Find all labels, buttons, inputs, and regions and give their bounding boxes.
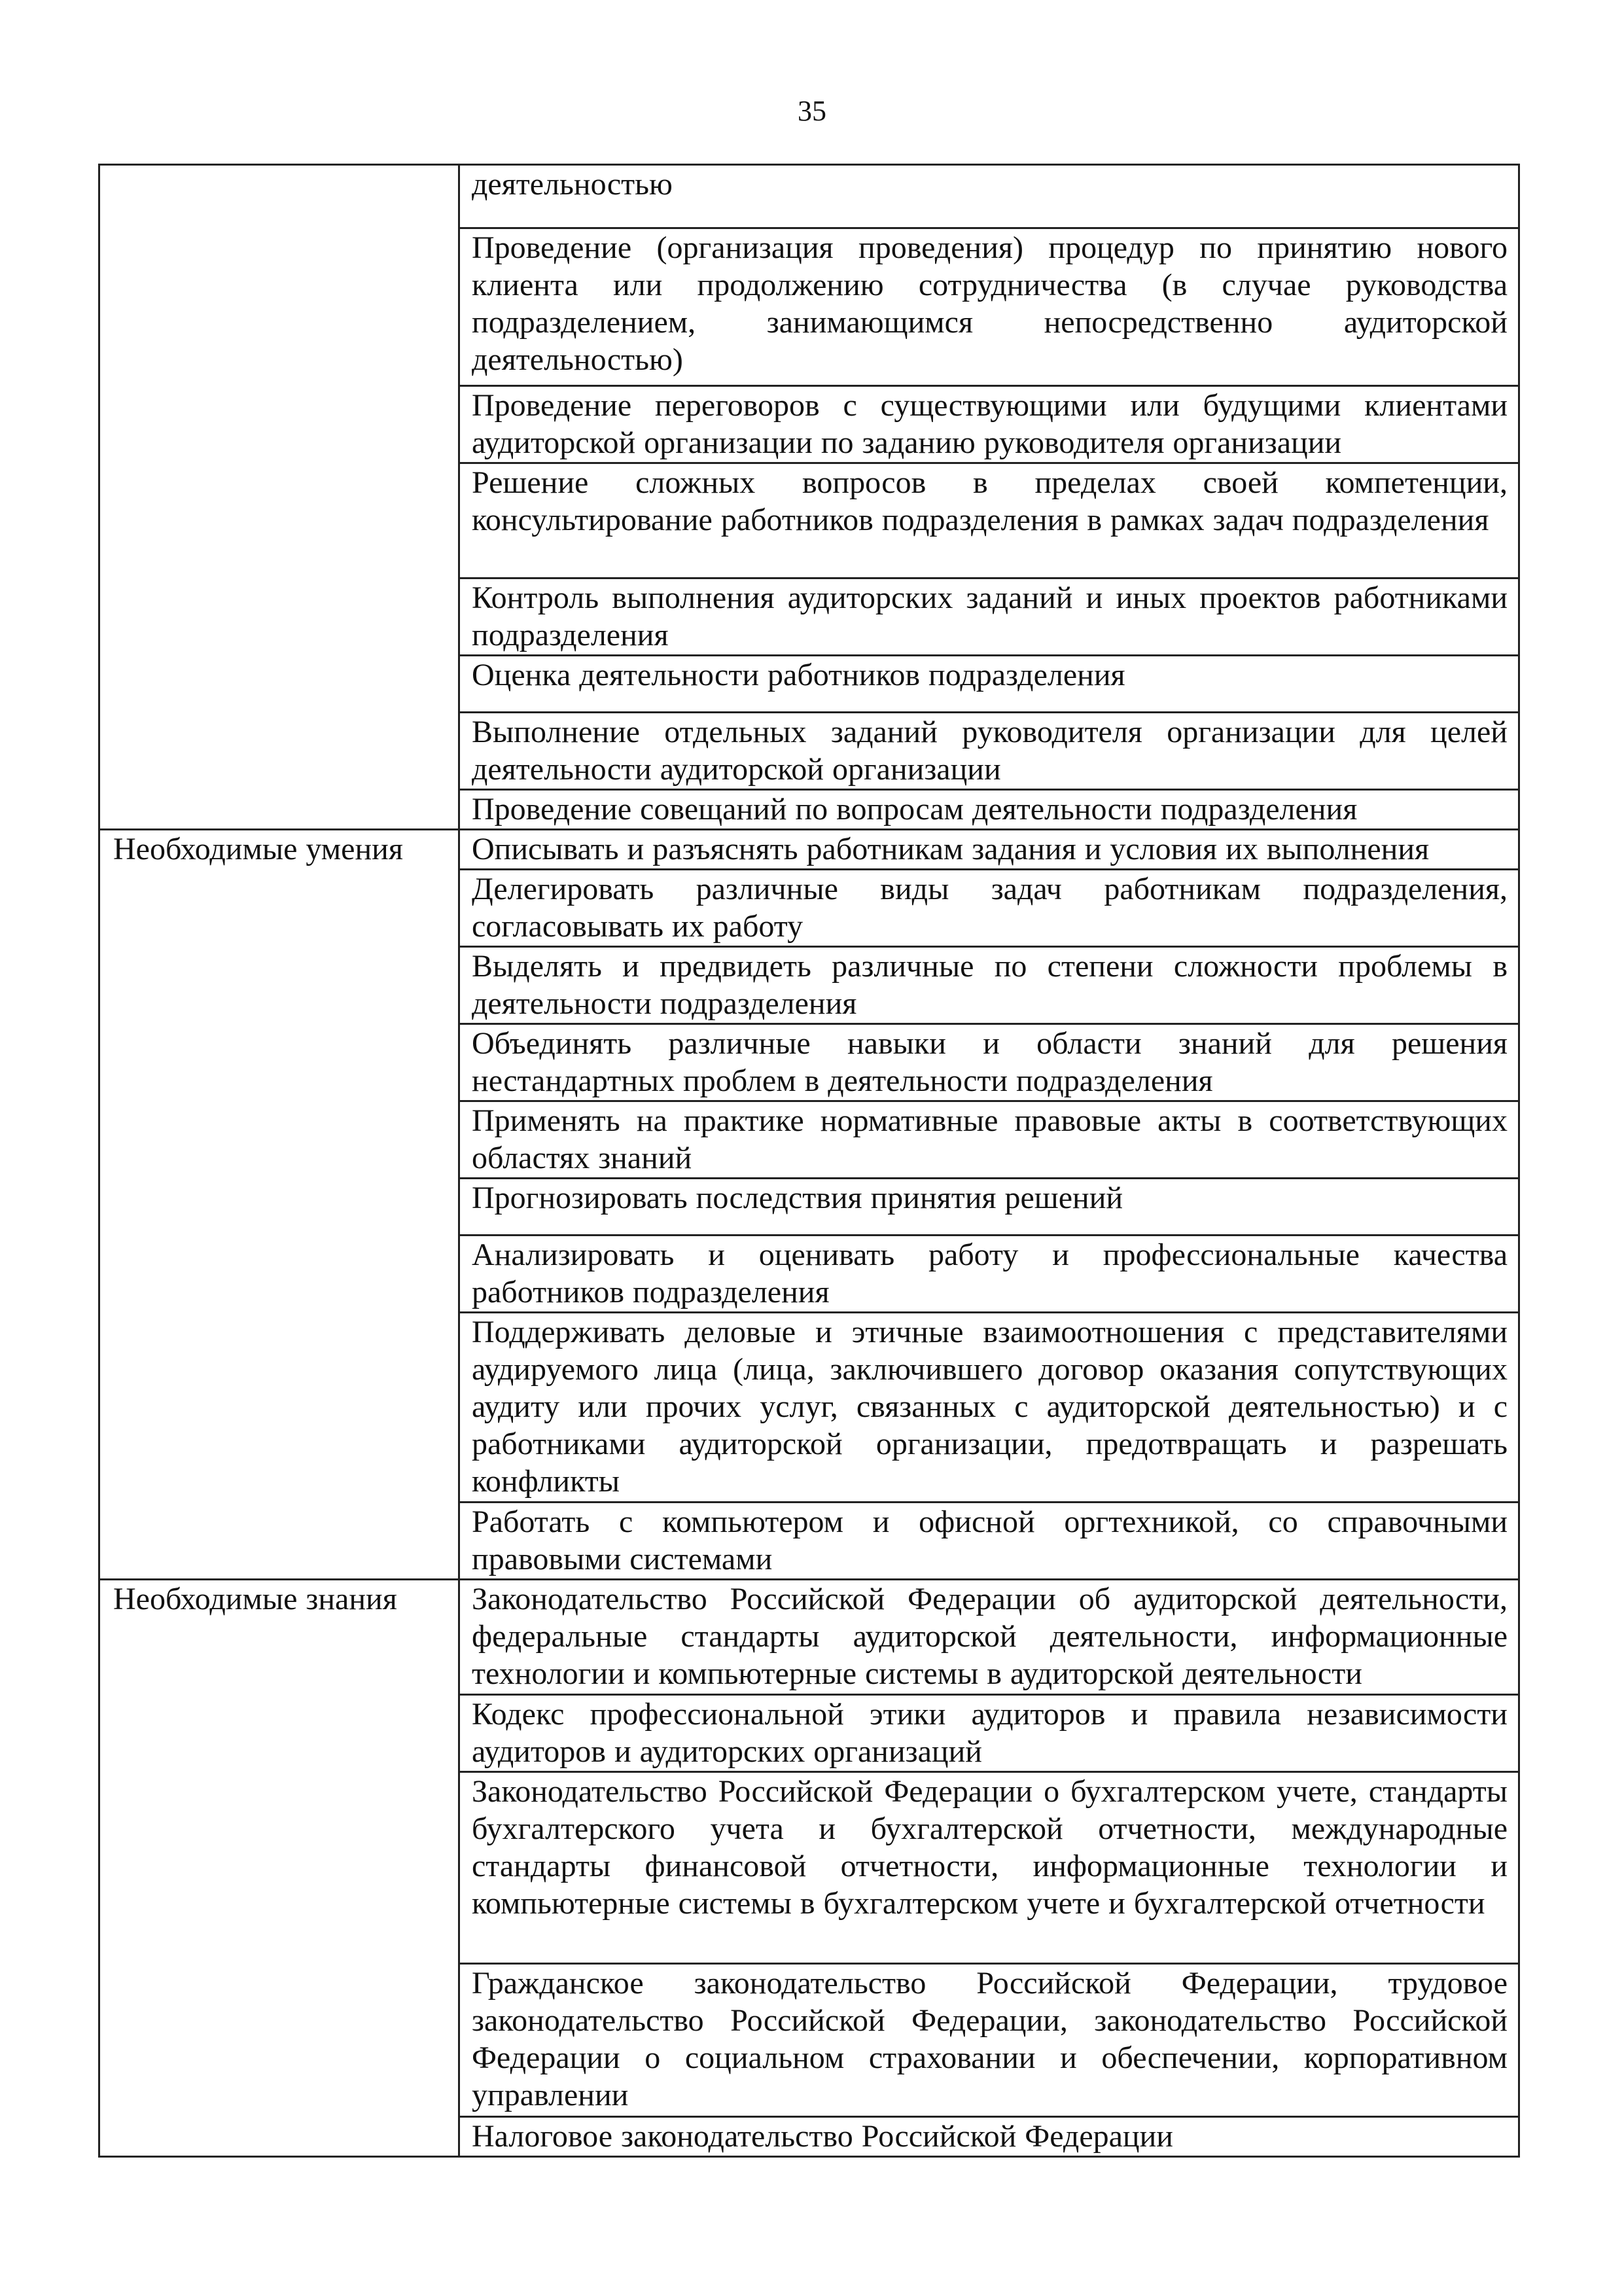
table-cell: Контроль выполнения аудиторских заданий и иных проектов работниками подразделения [459,578,1519,656]
table-row [99,165,1519,228]
table-cell: Работать с компьютером и офисной оргтехникой, со справочными правовыми системами [459,1503,1519,1580]
table-cell: Налоговое законодательство Российской Федерации [459,2117,1519,2157]
table-cell: Объединять различные навыки и области знаний для решения нестандартных проблем в деятельности подразделения [459,1024,1519,1101]
table-cell: Решение сложных вопросов в пределах своей компетенции, консультирование работников подразделения в рамках задач подразделения [459,463,1519,578]
table-cell: Проведение совещаний по вопросам деятельности подразделения [459,790,1519,830]
table-cell: Кодекс профессиональной этики аудиторов и правила независимости аудиторов и аудиторских организаций [459,1695,1519,1772]
row-category-skills: Необходимые умения [99,830,459,1580]
table-cell: Выполнение отдельных заданий руководителя организации для целей деятельности аудиторской организации [459,713,1519,790]
table-cell: Законодательство Российской Федерации об аудиторской деятельности, федеральные стандарты аудиторской деятельности, информационные технологии и компьютерные системы в аудиторской деятельности [459,1580,1519,1695]
table-row [99,1580,1519,1695]
table-cell: Прогнозировать последствия принятия решений [459,1179,1519,1236]
table-cell: Гражданское законодательство Российской Федерации, трудовое законодательство Российской Федерации, законодательство Российской Федерации о социальном страховании и обеспечении, корпоративном управлении [459,1964,1519,2117]
table-cell: Анализировать и оценивать работу и профессиональные качества работников подразделения [459,1236,1519,1313]
qualification-table [98,164,1520,2158]
row-category-empty [99,165,459,830]
table-cell: Оценка деятельности работников подразделения [459,656,1519,713]
table-cell: Законодательство Российской Федерации о бухгалтерском учете, стандарты бухгалтерского учета и бухгалтерской отчетности, международные стандарты финансовой отчетности, информационные технологии и компьютерные системы в бухгалтерском учете и бухгалтерской отчетности [459,1772,1519,1964]
table-cell: Применять на практике нормативные правовые акты в соответствующих областях знаний [459,1101,1519,1179]
table-cell: Поддерживать деловые и этичные взаимоотношения с представителями аудируемого лица (лица, заключившего договор оказания сопутствующих аудиту или прочих услуг, связанных с аудиторской деятельностью) и с работниками аудиторской организации, предотвращать и разрешать конфликты [459,1313,1519,1503]
table-cell: деятельностью [459,165,1519,228]
page-number: 35 [798,95,826,127]
table-cell: Описывать и разъяснять работникам задания и условия их выполнения [459,830,1519,870]
table-cell: Проведение переговоров с существующими или будущими клиентами аудиторской организации по заданию руководителя организации [459,386,1519,463]
table-cell: Выделять и предвидеть различные по степени сложности проблемы в деятельности подразделения [459,947,1519,1024]
table-cell: Проведение (организация проведения) процедур по принятию нового клиента или продолжению сотрудничества (в случае руководства подразделением, занимающимся непосредственно аудиторской деятельностью) [459,228,1519,386]
row-category-knowledge: Необходимые знания [99,1580,459,2157]
table-row [99,830,1519,870]
table-cell: Делегировать различные виды задач работникам подразделения, согласовывать их работу [459,870,1519,947]
